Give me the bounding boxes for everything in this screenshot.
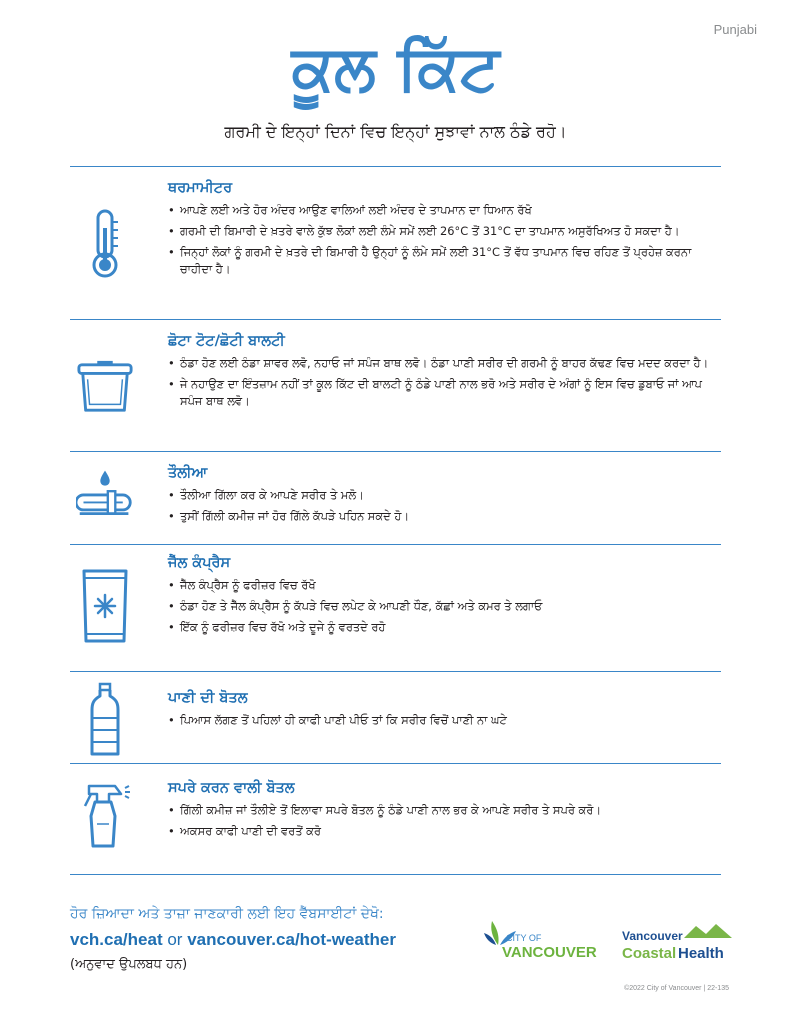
divider [70,319,721,320]
section-heading: ਸਪਰੇ ਕਰਨ ਵਾਲੀ ਬੋਤਲ [168,780,295,796]
thermometer-icon [76,208,134,280]
city-of-vancouver-logo [484,915,604,963]
section-heading: ਪਾਣੀ ਦੀ ਬੋਤਲ [168,690,248,706]
vch-logo-line2b: Health [678,945,724,962]
spray-bottle-icon [76,782,134,850]
list-item: • ਇੱਕ ਨੂੰ ਫਰੀਜ਼ਰ ਵਿਚ ਰੱਖੋ ਅਤੇ ਦੂਜੇ ਨੂੰ ਵਰਤਦੇ ਰਹੋ [168,619,721,636]
more-info-text: ਹੋਰ ਜ਼ਿਆਦਾ ਅਤੇ ਤਾਜ਼ਾ ਜਾਣਕਾਰੀ ਲਈ ਇਹ ਵੈੱਬਸਾਈਟਾਂ ਦੇਖੋ: [70,906,384,922]
list-item: • ਗਿੱਲੀ ਕਮੀਜ਼ ਜਾਂ ਤੌਲੀਏ ਤੋਂ ਇਲਾਵਾ ਸਪਰੇ ਬੋਤਲ ਨੂੰ ਠੰਡੇ ਪਾਣੀ ਨਾਲ ਭਰ ਕੇ ਆਪਣੇ ਸਰੀਰ ਤੇ ਸਪਰੇ ਕਰੋ। [168,802,721,819]
copyright-text: ©2022 City of Vancouver | 22-135 [624,985,729,992]
list-item: • ਜੇ ਨਹਾਉਣ ਦਾ ਇੰਤਜ਼ਾਮ ਨਹੀਂ ਤਾਂ ਕੂਲ ਕਿੱਟ ਦੀ ਬਾਲਟੀ ਨੂੰ ਠੰਡੇ ਪਾਣੀ ਨਾਲ ਭਰੋ ਅਤੇ ਸਰੀਰ ਦੇ ਅੰਗਾਂ ਨੂੰ ਇਸ ਵਿਚ ਡੁਬਾਓ ਜਾਂ ਆਪ ਸਪੰਜ ਬਾਥ ਲਵੋ। [168,376,721,410]
vancouver-coastal-health-logo [622,922,734,964]
list-item: • ਜੈੱਲ ਕੰਪ੍ਰੈਸ ਨੂੰ ਫਰੀਜ਼ਰ ਵਿਚ ਰੱਖੋ [168,577,721,594]
language-label: Punjabi [713,22,757,37]
water-bottle-icon [76,682,134,758]
link-vch-heat[interactable]: vch.ca/heat [70,930,163,949]
gel-compress-icon [76,565,134,647]
section-heading: ਥਰਮਾਮੀਟਰ [168,180,233,196]
or-text: or [167,930,183,949]
page-subtitle: ਗਰਮੀ ਦੇ ਇਨ੍ਹਾਂ ਦਿਨਾਂ ਵਿਚ ਇਨ੍ਹਾਂ ਸੁਝਾਵਾਂ ਨਾਲ ਠੰਡੇ ਰਹੋ। [224,122,567,141]
list-item: • ਠੰਡਾ ਹੋਣ ਤੇ ਜੈੱਲ ਕੰਪ੍ਰੈਸ ਨੂੰ ਕੱਪੜੇ ਵਿਚ ਲਪੇਟ ਕੇ ਆਪਣੀ ਧੌਣ, ਕੱਛਾਂ ਅਤੇ ਕਮਰ ਤੇ ਲਗਾਓ [168,598,721,615]
list-item: • ਤੌਲੀਆ ਗਿੱਲਾ ਕਰ ਕੇ ਆਪਣੇ ਸਰੀਰ ਤੇ ਮਲੋ। [168,487,721,504]
vch-logo-line1: Vancouver [622,929,683,943]
divider [70,671,721,672]
divider [70,874,721,875]
list-item: • ਅਕਸਰ ਕਾਫੀ ਪਾਣੀ ਦੀ ਵਰਤੋਂ ਕਰੋ [168,823,721,840]
page-title: ਕੂਲ ਕਿੱਟ [291,31,500,104]
towel-icon [76,465,134,523]
city-logo-mark-icon [484,915,604,963]
divider [70,544,721,545]
translations-note: (ਅਨੁਵਾਦ ਉਪਲਬਧ ਹਨ) [70,957,188,972]
vch-logo-mark-icon [622,922,734,964]
section-heading: ਛੋਟਾ ਟੋਟ/ਛੋਟੀ ਬਾਲਟੀ [168,333,285,349]
list-item: • ਆਪਣੇ ਲਈ ਅਤੇ ਹੋਰ ਅੰਦਰ ਆਉਣ ਵਾਲਿਆਂ ਲਈ ਅੰਦਰ ਦੇ ਤਾਪਮਾਨ ਦਾ ਧਿਆਨ ਰੱਖੋ [168,202,721,219]
tote-bucket-icon [76,359,134,415]
section-heading: ਤੌਲੀਆ [168,465,208,481]
website-links [70,930,396,950]
city-logo-line1: CITY OF [506,933,542,943]
list-item: • ਗਰਮੀ ਦੀ ਬਿਮਾਰੀ ਦੇ ਖ਼ਤਰੇ ਵਾਲੇ ਕੁੱਝ ਲੋਕਾਂ ਲਈ ਲੰਮੇ ਸਮੇਂ ਲਈ 26°C ਤੋਂ 31°C ਦਾ ਤਾਪਮਾਨ ਅਸੁਰੱਖਿਅਤ ਹੋ ਸਕਦਾ ਹੈ। [168,223,721,240]
section-heading: ਜੈੱਲ ਕੰਪ੍ਰੈਸ [168,555,231,571]
vch-logo-line2a: Coastal [622,945,677,962]
list-item: • ਪਿਆਸ ਲੱਗਣ ਤੋਂ ਪਹਿਲਾਂ ਹੀ ਕਾਫੀ ਪਾਣੀ ਪੀਓ ਤਾਂ ਕਿ ਸਰੀਰ ਵਿਚੋਂ ਪਾਣੀ ਨਾ ਘਟੇ [168,712,721,729]
divider [70,166,721,167]
city-logo-line2: VANCOUVER [502,944,597,961]
divider [70,451,721,452]
link-vancouver-hot-weather[interactable]: vancouver.ca/hot-weather [187,930,397,949]
divider [70,763,721,764]
list-item: • ਠੰਡਾ ਹੋਣ ਲਈ ਠੰਡਾ ਸ਼ਾਵਰ ਲਵੋ, ਨਹਾਓ ਜਾਂ ਸਪੰਜ ਬਾਥ ਲਵੋ। ਠੰਡਾ ਪਾਣੀ ਸਰੀਰ ਦੀ ਗਰਮੀ ਨੂੰ ਬਾਹਰ ਕੱਢਣ ਵਿਚ ਮਦਦ ਕਰਦਾ ਹੈ। [168,355,721,372]
list-item: • ਤੁਸੀਂ ਗਿੱਲੀ ਕਮੀਜ਼ ਜਾਂ ਹੋਰ ਗਿੱਲੇ ਕੱਪੜੇ ਪਹਿਨ ਸਕਦੇ ਹੋ। [168,508,721,525]
list-item: • ਜਿਨ੍ਹਾਂ ਲੋਕਾਂ ਨੂੰ ਗਰਮੀ ਦੇ ਖ਼ਤਰੇ ਦੀ ਬਿਮਾਰੀ ਹੈ ਉਨ੍ਹਾਂ ਨੂੰ ਲੰਮੇ ਸਮੇਂ ਲਈ 31°C ਤੋਂ ਵੱਧ ਤਾਪਮਾਨ ਵਿਚ ਰਹਿਣ ਤੋਂ ਪ੍ਰਹੇਜ਼ ਕਰਨਾ ਚਾਹੀਦਾ ਹੈ। [168,244,721,278]
